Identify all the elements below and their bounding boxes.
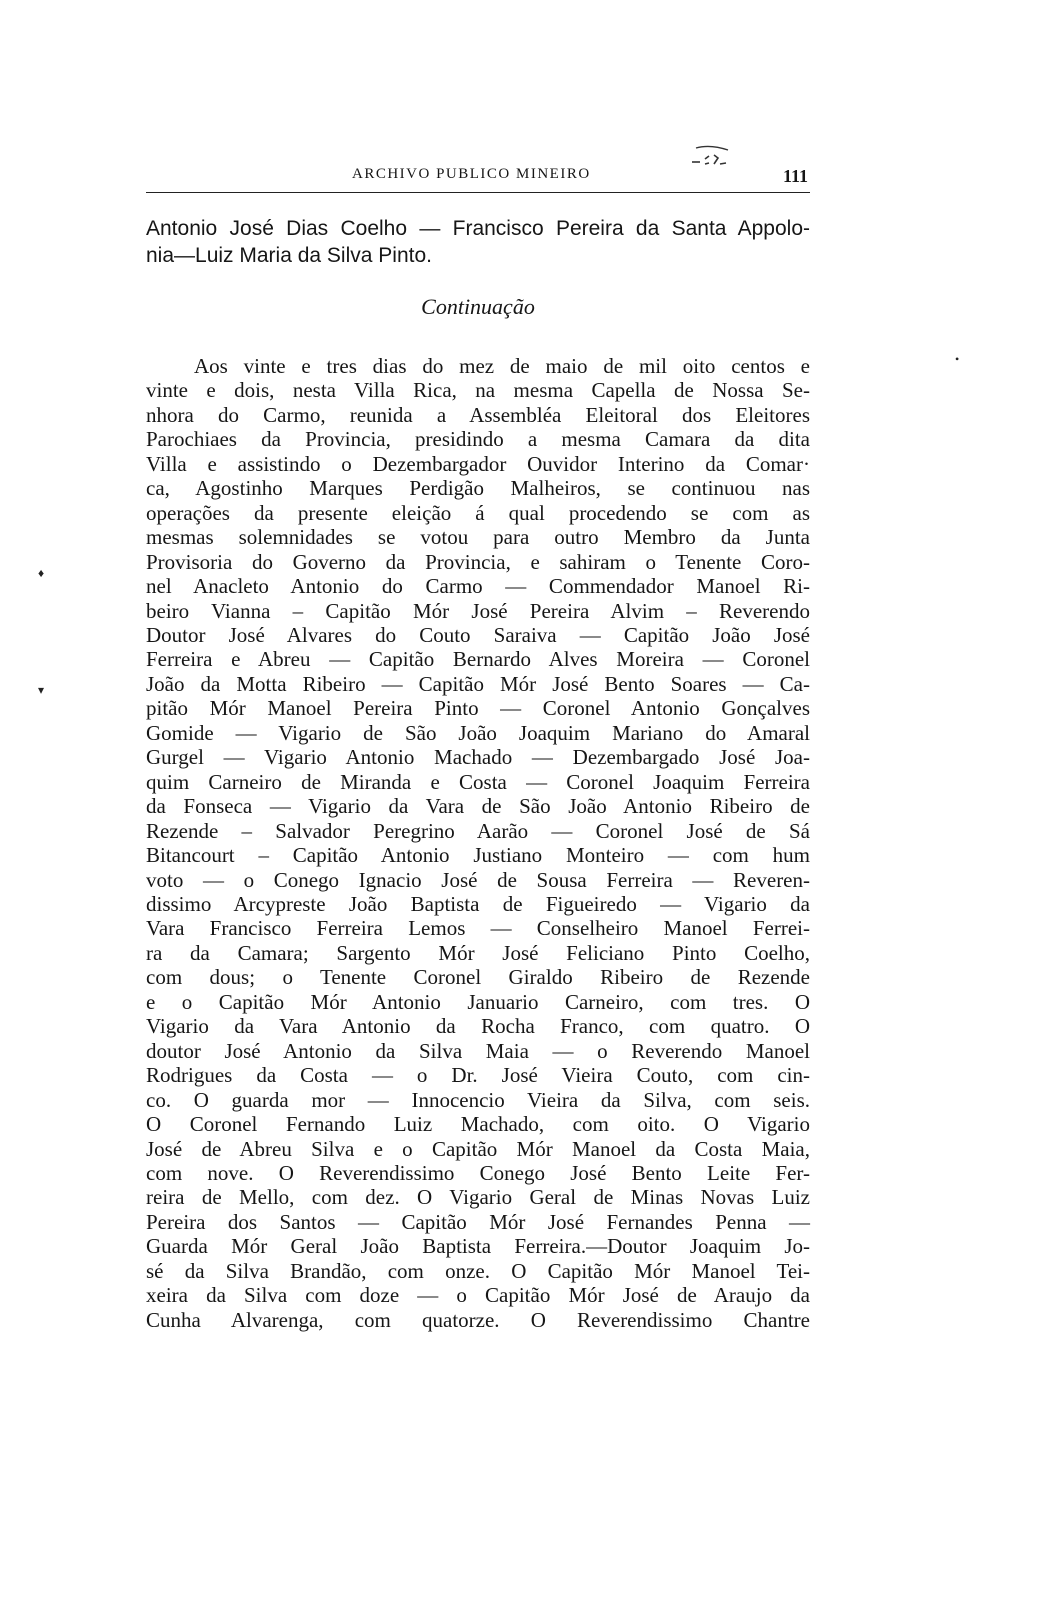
body-line: Provisoria do Governo da Provincia, e sahiram o Tenente Coro-: [146, 549, 810, 574]
body-line: Vara Francisco Ferreira Lemos — Conselheiro Manoel Ferrei-: [146, 916, 810, 941]
body-line: quim Carneiro de Miranda e Costa — Coronel Joaquim Ferreira: [146, 769, 810, 794]
body-line: mesmas solemnidades se votou para outro Membro da Junta: [146, 525, 810, 550]
body-paragraph: [146, 354, 810, 1332]
section-heading: Continuação: [421, 294, 535, 319]
body-line: Doutor José Alvares do Couto Saraiva — Capitão João José: [146, 622, 810, 647]
body-line: Guarda Mór Geral João Baptista Ferreira.—Doutor Joaquim Jo-: [146, 1234, 810, 1259]
body-line: ca, Agostinho Marques Perdigão Malheiros, se continuou nas: [146, 476, 810, 501]
body-line: sé da Silva Brandão, com onze. O Capitão Mór Manoel Tei-: [146, 1258, 810, 1283]
body-line: dissimo Arcypreste João Baptista de Figueiredo — Vigario da: [146, 891, 810, 916]
body-line: Aos vinte e tres dias do mez de maio de mil oito centos e: [194, 354, 810, 378]
body-line: reira de Mello, com dez. O Vigario Geral de Minas Novas Luiz: [146, 1185, 810, 1210]
intro-line: Antonio José Dias Coelho — Francisco Pereira da Santa Appolo-: [146, 217, 810, 240]
margin-speck-mark: •: [955, 352, 960, 366]
body-line: Rezende – Salvador Peregrino Aarão — Coronel José de Sá: [146, 818, 810, 843]
body-line: e o Capitão Mór Antonio Januario Carneiro, com tres. O: [146, 989, 810, 1014]
body-line: co. O guarda mor — Innocencio Vieira da Silva, com seis.: [146, 1087, 810, 1112]
body-line: Gurgel — Vigario Antonio Machado — Dezembargado José Joa-: [146, 745, 810, 770]
body-line: com dous; o Tenente Coronel Giraldo Ribeiro de Rezende: [146, 965, 810, 990]
body-line: operações da presente eleição á qual procedendo se com as: [146, 500, 810, 525]
running-header: [146, 160, 822, 190]
body-line: pitão Mór Manoel Pereira Pinto — Coronel Antonio Gonçalves: [146, 696, 810, 721]
body-line: Rodrigues da Costa — o Dr. José Vieira Couto, com cin-: [146, 1063, 810, 1088]
body-line: Bitancourt – Capitão Antonio Justiano Monteiro — com hum: [146, 843, 810, 868]
body-line: Pereira dos Santos — Capitão Mór José Fernandes Penna —: [146, 1209, 810, 1234]
body-line: ra da Camara; Sargento Mór José Feliciano Pinto Coelho,: [146, 940, 810, 965]
body-line: nel Anacleto Antonio do Carmo — Commendador Manoel Ri-: [146, 574, 810, 599]
body-line: beiro Vianna – Capitão Mór José Pereira Alvim – Reverendo: [146, 598, 810, 623]
header-divider: [146, 192, 810, 193]
body-line: Parochiaes da Provincia, presidindo a mesma Camara da dita: [146, 427, 810, 452]
body-line: vinte e dois, nesta Villa Rica, na mesma Capella de Nossa Se-: [146, 378, 810, 403]
body-line: voto — o Conego Ignacio José de Sousa Ferreira — Reveren-: [146, 867, 810, 892]
intro-line: nia—Luiz Maria da Silva Pinto.: [146, 244, 432, 267]
margin-speck-mark: ▾: [38, 683, 45, 697]
body-line: João da Motta Ribeiro — Capitão Mór José Bento Soares — Ca-: [146, 671, 810, 696]
body-line: Cunha Alvarenga, com quatorze. O Reverendissimo Chantre: [146, 1307, 810, 1332]
body-line: Gomide — Vigario de São João Joaquim Mariano do Amaral: [146, 720, 810, 745]
body-line: com nove. O Reverendissimo Conego José Bento Leite Fer-: [146, 1160, 810, 1185]
intro-paragraph: [146, 215, 810, 269]
margin-speck-mark: ♦: [38, 566, 45, 580]
body-line: Villa e assistindo o Dezembargador Ouvidor Interino da Comar·: [146, 451, 810, 476]
body-line: Ferreira e Abreu — Capitão Bernardo Alves Moreira — Coronel: [146, 647, 810, 672]
running-header-title: ARCHIVO PUBLICO MINEIRO: [352, 166, 591, 182]
body-line: da Fonseca — Vigario da Vara de São João Antonio Ribeiro de: [146, 794, 810, 819]
body-line: José de Abreu Silva e o Capitão Mór Manoel da Costa Maia,: [146, 1136, 810, 1161]
body-line: O Coronel Fernando Luiz Machado, com oito. O Vigario: [146, 1112, 810, 1137]
body-line: doutor José Antonio da Silva Maia — o Reverendo Manoel: [146, 1038, 810, 1063]
body-line: Vigario da Vara Antonio da Rocha Franco, com quatro. O: [146, 1014, 810, 1039]
body-line: xeira da Silva com doze — o Capitão Mór José de Araujo da: [146, 1283, 810, 1308]
page-number: 111: [782, 166, 808, 186]
body-line: nhora do Carmo, reunida a Assembléa Eleitoral dos Eleitores: [146, 402, 810, 427]
ornament-icon: [688, 142, 738, 170]
